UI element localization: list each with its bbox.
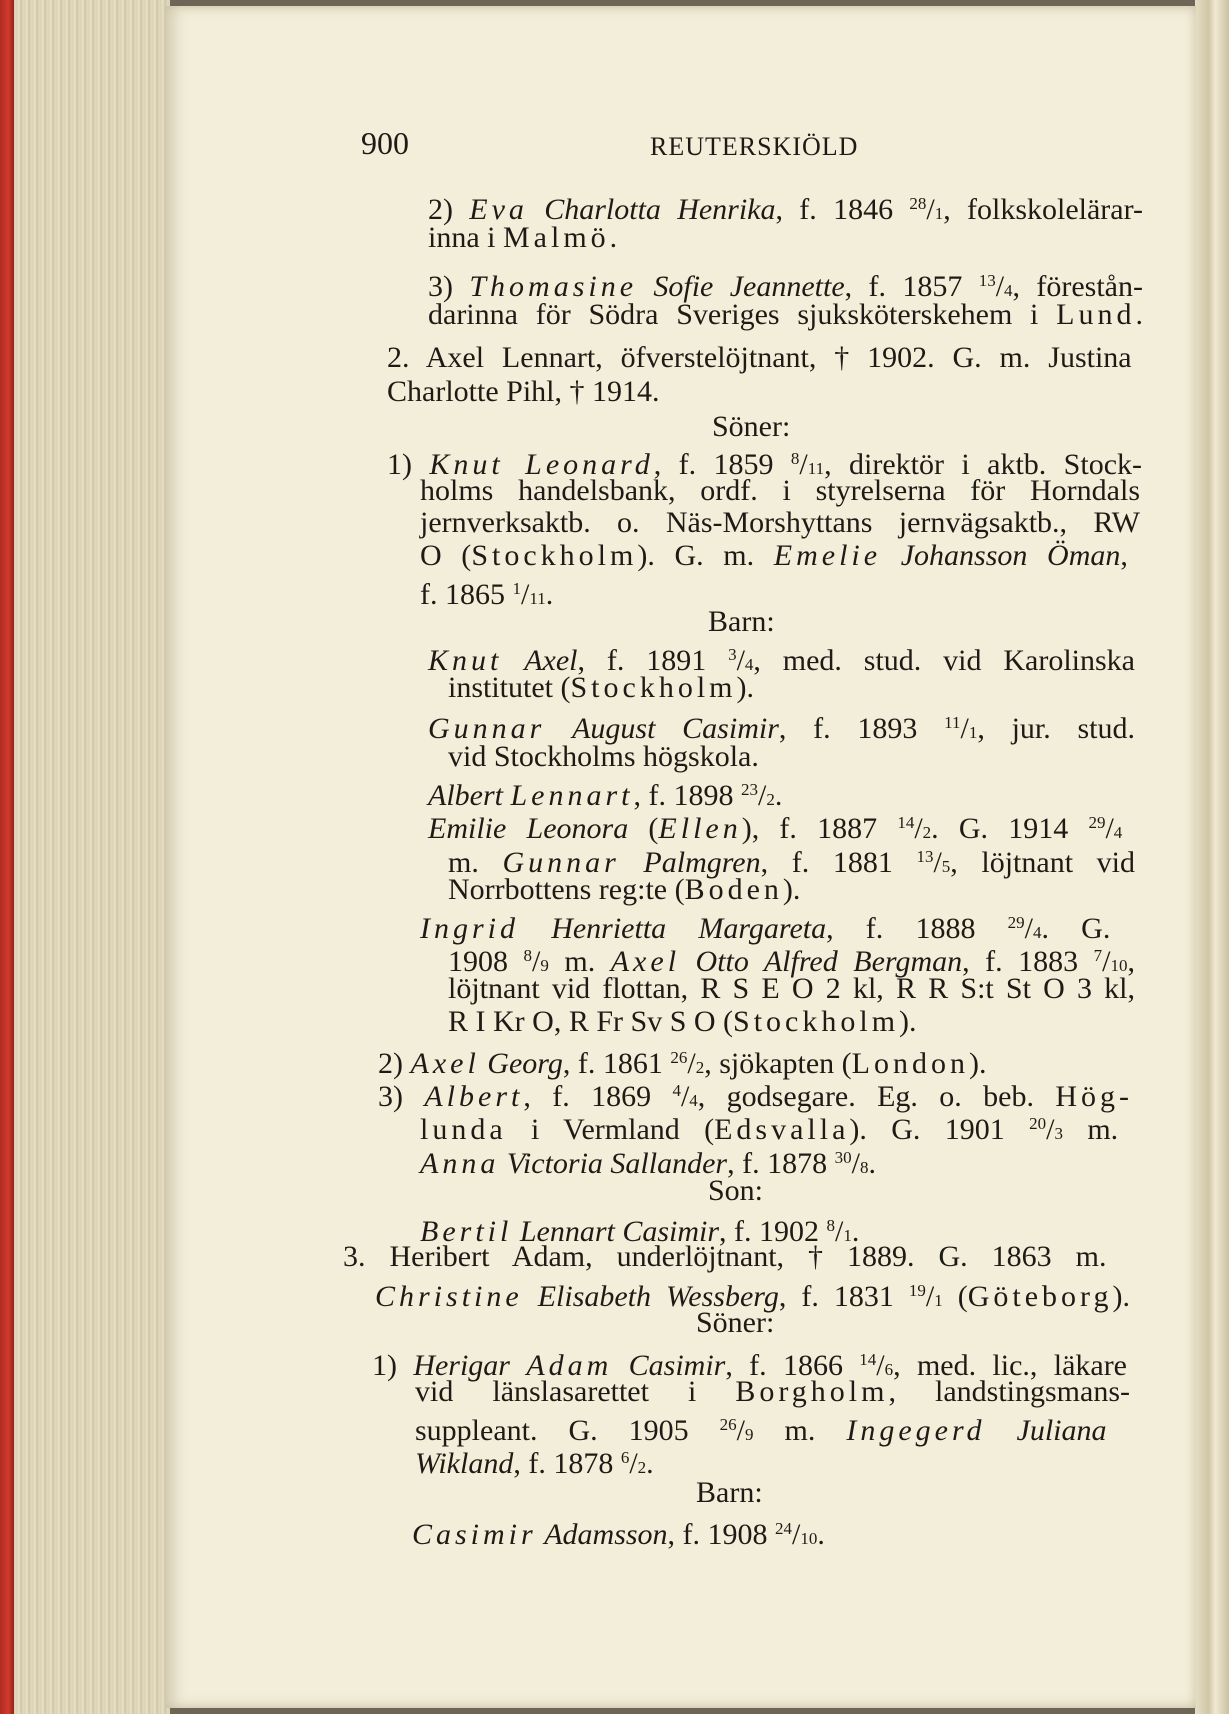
date-slash: / bbox=[1046, 1113, 1055, 1146]
italic-name: Charlotta Henrika bbox=[544, 193, 776, 226]
text-line bbox=[420, 1141, 876, 1185]
text-line bbox=[708, 1174, 763, 1208]
text-run: . bbox=[868, 1147, 876, 1180]
date-slash: / bbox=[736, 644, 745, 677]
italic-name: Axel bbox=[524, 644, 578, 677]
spaced-place-name: Lund bbox=[1056, 298, 1136, 331]
text-run: ( bbox=[942, 1280, 968, 1313]
date-month-subscript: 4 bbox=[1032, 923, 1042, 942]
date-month-subscript: 10 bbox=[1110, 956, 1128, 975]
text-line bbox=[448, 972, 1135, 1006]
text-run: , f. 1869 bbox=[523, 1080, 673, 1113]
italic-name: Wikland bbox=[415, 1447, 514, 1480]
italic-name: Juliana bbox=[1016, 1414, 1107, 1447]
text-run: , f. 1891 bbox=[577, 644, 729, 677]
spaced-italic-name: Axel bbox=[610, 945, 681, 978]
text-run: m. bbox=[1062, 1113, 1119, 1146]
italic-name: Albert bbox=[428, 779, 503, 812]
text-run: Charlotte Pihl, † 1914. bbox=[387, 375, 660, 408]
text-line bbox=[712, 410, 790, 444]
spaced-place-name: Göteborg bbox=[967, 1280, 1113, 1313]
text-run: , landstingsmans- bbox=[888, 1375, 1130, 1408]
text-run: , folkskolelärar- bbox=[943, 193, 1143, 226]
date-day-superscript: 8 bbox=[826, 1216, 836, 1235]
text-run: , f. 1902 bbox=[719, 1215, 827, 1248]
text-run: inna i bbox=[428, 221, 503, 254]
text-run bbox=[499, 1147, 507, 1180]
italic-name: Georg bbox=[487, 1047, 563, 1080]
text-run: , f. 1898 bbox=[633, 779, 742, 812]
date-slash: / bbox=[926, 193, 935, 226]
date-day-superscript: 29 bbox=[1088, 813, 1106, 832]
text-run: , med. lic., läkare bbox=[893, 1349, 1128, 1382]
text-run: . bbox=[817, 1518, 825, 1551]
text-run: , f. 1888 bbox=[826, 912, 1008, 945]
text-run: ). G. 1901 bbox=[849, 1113, 1030, 1146]
text-run: m. bbox=[548, 945, 611, 978]
text-run: Barn: bbox=[696, 1476, 763, 1509]
spaced-italic-name: Lennart bbox=[510, 779, 634, 812]
book-right-edge bbox=[1195, 0, 1229, 1714]
text-line bbox=[412, 1512, 825, 1556]
spaced-italic-name: Gunnar bbox=[502, 846, 620, 879]
date-day-superscript: 26 bbox=[670, 1048, 688, 1067]
text-run: , f. 1866 bbox=[725, 1349, 860, 1382]
date-slash: / bbox=[876, 1349, 885, 1382]
date-slash: / bbox=[933, 846, 942, 879]
italic-name: Elisabeth Wessberg bbox=[537, 1280, 779, 1313]
date-month-subscript: 11 bbox=[807, 459, 825, 478]
date-month-subscript: 10 bbox=[800, 1529, 818, 1548]
text-run: , f. 1893 bbox=[778, 712, 945, 745]
text-run: suppleant. G. 1905 bbox=[415, 1414, 720, 1447]
text-line bbox=[428, 298, 1143, 332]
text-run: . bbox=[774, 779, 783, 812]
text-run: Son: bbox=[708, 1174, 764, 1207]
text-run: , godsegare. Eg. o. beb. bbox=[697, 1080, 1056, 1113]
spaced-italic-name: Knut bbox=[428, 644, 503, 677]
date-slash: / bbox=[532, 945, 541, 978]
date-slash: / bbox=[629, 1447, 638, 1480]
text-run: , förestån- bbox=[1012, 270, 1143, 303]
text-run: , f. 1878 bbox=[513, 1447, 621, 1480]
date-slash: / bbox=[521, 578, 530, 611]
text-run: , f. 1861 bbox=[562, 1047, 671, 1080]
date-month-subscript: 2 bbox=[695, 1058, 705, 1077]
date-slash: / bbox=[1105, 812, 1114, 845]
spaced-place-name: Hög- bbox=[1055, 1080, 1133, 1113]
text-run: , bbox=[1127, 945, 1135, 978]
date-month-subscript: 1 bbox=[934, 1291, 943, 1310]
italic-name: Casimir bbox=[628, 1349, 726, 1382]
text-run: , f. 1908 bbox=[667, 1518, 776, 1551]
text-run: , f. 1881 bbox=[760, 846, 917, 879]
text-run: f. 1865 bbox=[420, 578, 513, 611]
text-line bbox=[448, 671, 754, 705]
date-day-superscript: 1 bbox=[512, 579, 521, 598]
text-run: vid länslasarettet i bbox=[415, 1375, 736, 1408]
date-month-subscript: 4 bbox=[1113, 823, 1123, 842]
spaced-italic-name: Bertil bbox=[420, 1215, 513, 1248]
text-run: ). bbox=[782, 873, 801, 906]
italic-name: Adamsson bbox=[544, 1518, 668, 1551]
text-line bbox=[343, 1240, 1107, 1274]
date-day-superscript: 3 bbox=[728, 645, 737, 664]
date-slash: / bbox=[736, 1414, 745, 1447]
text-run: institutet ( bbox=[448, 671, 571, 704]
spaced-italic-name: Axel bbox=[410, 1047, 480, 1080]
text-run: . bbox=[851, 1215, 860, 1248]
spaced-place-name: Boden bbox=[684, 873, 783, 906]
text-run: darinna för Södra Sveriges sjuksköterskehem i bbox=[428, 298, 1057, 331]
text-line bbox=[696, 1306, 774, 1340]
spaced-italic-name: Ingrid bbox=[420, 912, 519, 945]
date-slash: / bbox=[1024, 912, 1033, 945]
text-line bbox=[387, 375, 660, 409]
text-run bbox=[881, 539, 901, 572]
text-run: holms handelsbank, ordf. i styrelserna för Horndals bbox=[420, 474, 1140, 507]
spaced-place-name: Edsvalla bbox=[714, 1113, 850, 1146]
date-day-superscript: 6 bbox=[620, 1448, 630, 1467]
text-run: ). bbox=[1112, 1280, 1130, 1313]
date-day-superscript: 11 bbox=[944, 713, 961, 732]
text-run: jernverksaktb. o. Näs-Morshyttans jernvägsaktb., RW bbox=[420, 506, 1140, 539]
text-run: 1908 bbox=[448, 945, 524, 978]
date-day-superscript: 14 bbox=[859, 1350, 877, 1369]
text-run: 2) bbox=[428, 193, 470, 226]
text-run: , f. 1859 bbox=[653, 448, 791, 481]
spaced-place-name: Borgholm bbox=[735, 1375, 889, 1408]
date-month-subscript: 1 bbox=[934, 204, 944, 223]
text-run: . bbox=[609, 221, 618, 254]
spaced-italic-name: Casimir bbox=[412, 1518, 537, 1551]
text-line bbox=[387, 341, 1132, 375]
text-run: löjtnant vid flottan, R S E O 2 kl, R R S:t St O 3 kl, bbox=[448, 972, 1135, 1005]
text-run: , med. stud. vid Karolinska bbox=[753, 644, 1135, 677]
date-day-superscript: 14 bbox=[897, 813, 915, 832]
italic-name: Herigar bbox=[413, 1349, 510, 1382]
date-slash: / bbox=[960, 712, 969, 745]
text-run: 3. Heribert Adam, underlöjtnant, † 1889. G. 1863 m. bbox=[343, 1240, 1107, 1273]
text-run: , löjtnant vid bbox=[950, 846, 1135, 879]
date-month-subscript: 1 bbox=[843, 1226, 852, 1245]
date-day-superscript: 13 bbox=[916, 847, 934, 866]
text-line bbox=[415, 1441, 654, 1485]
italic-name: Victoria Sallander bbox=[506, 1147, 728, 1180]
text-run: Söner: bbox=[712, 410, 791, 443]
text-run: ). G. m. bbox=[637, 539, 774, 572]
text-run: Barn: bbox=[708, 605, 775, 638]
spaced-place-name: Malmö bbox=[503, 221, 610, 254]
italic-name: Johansson Öman bbox=[900, 539, 1121, 572]
text-line bbox=[696, 1476, 763, 1510]
date-month-subscript: 2 bbox=[637, 1458, 647, 1477]
date-slash: / bbox=[914, 812, 923, 845]
date-day-superscript: 20 bbox=[1029, 1114, 1047, 1133]
text-run: , f. 1857 bbox=[844, 270, 979, 303]
date-slash: / bbox=[925, 1280, 935, 1313]
date-month-subscript: 9 bbox=[744, 1425, 754, 1444]
date-slash: / bbox=[835, 1215, 844, 1248]
date-day-superscript: 8 bbox=[523, 946, 533, 965]
text-run: . G. 1914 bbox=[931, 812, 1089, 845]
text-run: . bbox=[1135, 298, 1143, 331]
text-run: , sjökapten ( bbox=[704, 1047, 852, 1080]
text-line bbox=[420, 474, 1140, 508]
text-line bbox=[448, 1005, 917, 1039]
date-slash: / bbox=[799, 448, 808, 481]
text-run: ). bbox=[736, 671, 755, 704]
text-run: , f. 1831 bbox=[778, 1280, 909, 1313]
date-day-superscript: 23 bbox=[741, 780, 759, 799]
page-number: 900 bbox=[361, 125, 409, 161]
text-run: 3) bbox=[378, 1080, 425, 1113]
spaced-italic-name: Emelie bbox=[773, 539, 882, 572]
date-day-superscript: 29 bbox=[1007, 913, 1025, 932]
date-slash: / bbox=[680, 1080, 690, 1113]
text-run: , direktör i aktb. Stock- bbox=[824, 448, 1142, 481]
date-month-subscript: 1 bbox=[968, 723, 978, 742]
text-run: m. bbox=[448, 846, 503, 879]
spaced-italic-name: Adam bbox=[526, 1349, 613, 1382]
text-run: 3) bbox=[428, 270, 470, 303]
running-title: REUTERSKIÖLD bbox=[650, 132, 859, 161]
italic-name: Sofie Jeannette bbox=[653, 270, 845, 303]
text-run: 2) bbox=[378, 1047, 411, 1080]
text-line bbox=[420, 506, 1140, 540]
spaced-italic-name: Ingegerd bbox=[846, 1414, 986, 1447]
date-month-subscript: 2 bbox=[766, 790, 775, 809]
text-run: 1) bbox=[372, 1349, 414, 1382]
text-run: . G. bbox=[1041, 912, 1111, 945]
date-month-subscript: 2 bbox=[922, 823, 932, 842]
spaced-place-name: Stockholm bbox=[733, 1005, 900, 1038]
date-month-subscript: 3 bbox=[1054, 1124, 1063, 1143]
spaced-italic-name: Albert bbox=[424, 1080, 524, 1113]
date-month-subscript: 4 bbox=[1004, 281, 1013, 300]
date-month-subscript: 4 bbox=[744, 655, 754, 674]
text-run: . bbox=[545, 578, 554, 611]
text-line bbox=[448, 740, 759, 774]
italic-name: August Casimir bbox=[572, 712, 779, 745]
date-month-subscript: 5 bbox=[941, 857, 951, 876]
italic-name: Henrietta Margareta bbox=[551, 912, 827, 945]
text-run: . bbox=[646, 1447, 654, 1480]
date-day-superscript: 13 bbox=[978, 271, 996, 290]
date-slash: / bbox=[1102, 945, 1111, 978]
spaced-italic-name: Christine bbox=[375, 1280, 523, 1313]
text-run: ). bbox=[968, 1047, 987, 1080]
text-run: , f. 1883 bbox=[962, 945, 1094, 978]
book-page-edges bbox=[0, 0, 170, 1714]
spaced-italic-name: Eva bbox=[469, 193, 528, 226]
spaced-italic-name: Thomasine bbox=[469, 270, 638, 303]
text-run: O ( bbox=[420, 539, 472, 572]
date-month-subscript: 6 bbox=[884, 1360, 894, 1379]
text-run bbox=[986, 1414, 1017, 1447]
date-day-superscript: 8 bbox=[790, 449, 800, 468]
spaced-place-name: London bbox=[851, 1047, 969, 1080]
text-line bbox=[448, 873, 800, 907]
spaced-italic-name: Knut Leonard bbox=[429, 448, 654, 481]
spaced-place-name: Stockholm bbox=[570, 671, 737, 704]
text-run: 1) bbox=[387, 448, 430, 481]
date-month-subscript: 8 bbox=[859, 1158, 869, 1177]
date-day-superscript: 28 bbox=[909, 194, 927, 213]
date-day-superscript: 19 bbox=[908, 1281, 926, 1300]
text-run: ). bbox=[899, 1005, 917, 1038]
text-run: , f. 1878 bbox=[727, 1147, 835, 1180]
date-day-superscript: 4 bbox=[672, 1081, 681, 1100]
text-run bbox=[523, 1280, 538, 1313]
text-line bbox=[428, 221, 617, 255]
italic-name: Otto Alfred Bergman bbox=[695, 945, 963, 978]
text-line bbox=[420, 539, 1128, 573]
date-day-superscript: 26 bbox=[719, 1415, 737, 1434]
date-day-superscript: 30 bbox=[834, 1148, 852, 1167]
spaced-italic-name: Gunnar bbox=[428, 712, 546, 745]
date-day-superscript: 24 bbox=[775, 1519, 793, 1538]
text-line bbox=[420, 572, 553, 616]
text-run: , jur. stud. bbox=[977, 712, 1135, 745]
italic-name: Emilie Leonora bbox=[428, 812, 629, 845]
date-slash: / bbox=[758, 779, 767, 812]
text-run: vid Stockholms högskola. bbox=[448, 740, 759, 773]
date-month-subscript: 4 bbox=[689, 1091, 698, 1110]
text-line bbox=[708, 605, 775, 639]
italic-name: Palmgren bbox=[643, 846, 761, 879]
date-slash: / bbox=[851, 1147, 860, 1180]
text-run: 2. Axel Lennart, öfverstelöjtnant, † 1902. G. m. Justina bbox=[387, 341, 1132, 374]
italic-name: Lennart Casimir bbox=[519, 1215, 720, 1248]
text-run: R I Kr O, R Fr Sv S O ( bbox=[448, 1005, 734, 1038]
date-day-superscript: 7 bbox=[1093, 946, 1103, 965]
text-run: ( bbox=[628, 812, 659, 845]
date-month-subscript: 11 bbox=[529, 589, 546, 608]
text-run: ), f. 1887 bbox=[741, 812, 898, 845]
text-run: , bbox=[1120, 539, 1128, 572]
spaced-place-name: Stockholm bbox=[471, 539, 638, 572]
text-run: Norrbottens reg:te ( bbox=[448, 873, 685, 906]
date-slash: / bbox=[687, 1047, 696, 1080]
text-run: i Vermland ( bbox=[506, 1113, 715, 1146]
spaced-italic-name: Anna bbox=[420, 1147, 500, 1180]
text-line bbox=[415, 1375, 1130, 1409]
text-run: , f. 1846 bbox=[775, 193, 910, 226]
spaced-italic-name: Ellen bbox=[658, 812, 742, 845]
spaced-place-name: lunda bbox=[420, 1113, 507, 1146]
date-month-subscript: 9 bbox=[540, 956, 549, 975]
date-slash: / bbox=[792, 1518, 801, 1551]
text-run: m. bbox=[753, 1414, 847, 1447]
text-run: Söner: bbox=[696, 1306, 775, 1339]
date-slash: / bbox=[995, 270, 1005, 303]
